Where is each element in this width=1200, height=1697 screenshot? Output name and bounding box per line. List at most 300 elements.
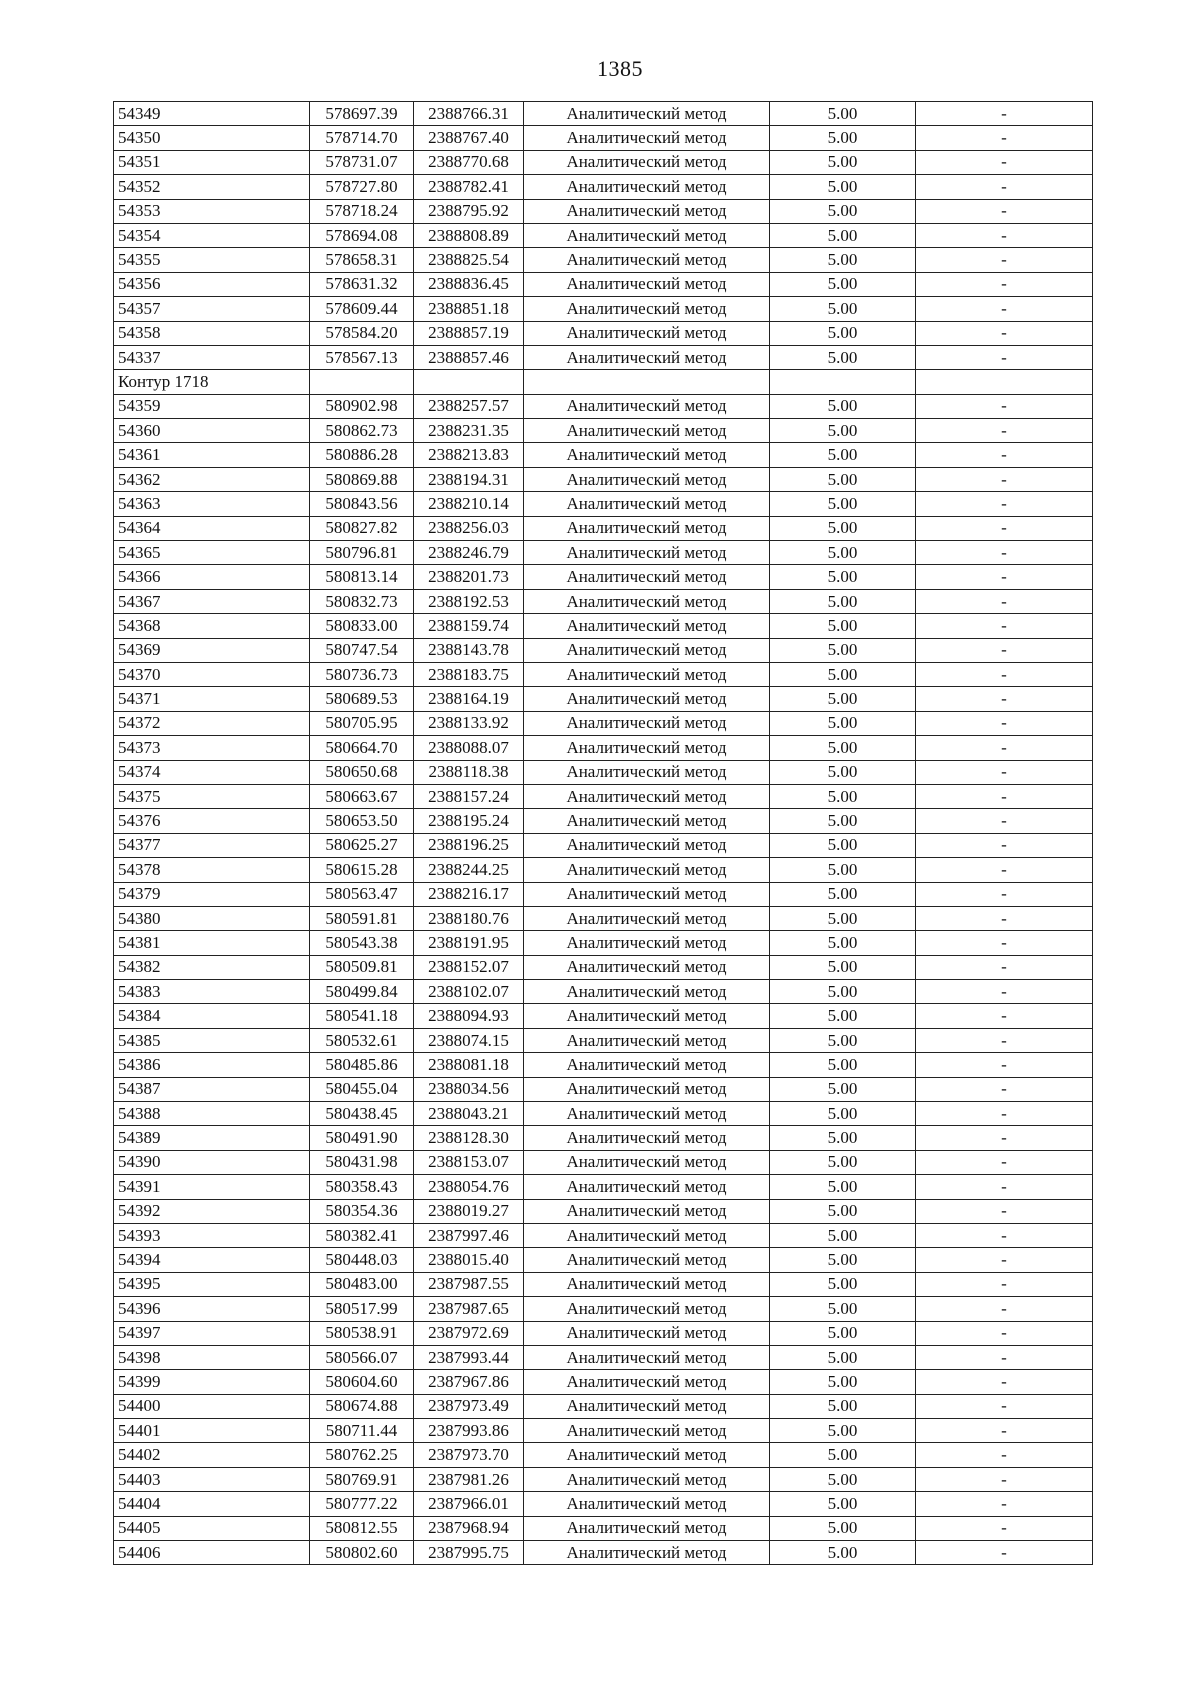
method-cell: Аналитический метод <box>524 1541 770 1565</box>
table-row <box>114 1053 1093 1077</box>
table-row <box>114 858 1093 882</box>
table-row <box>114 1321 1093 1345</box>
method-cell: Аналитический метод <box>524 102 770 126</box>
y-coordinate-cell: 2388857.19 <box>414 321 524 345</box>
y-coordinate-cell: 2388191.95 <box>414 931 524 955</box>
x-coordinate-cell: 580604.60 <box>310 1370 414 1394</box>
method-cell: Аналитический метод <box>524 272 770 296</box>
table-row <box>114 589 1093 613</box>
point-number-cell: 54387 <box>114 1077 310 1101</box>
point-number-cell: 54385 <box>114 1028 310 1052</box>
point-number-cell: 54396 <box>114 1297 310 1321</box>
table-row <box>114 150 1093 174</box>
x-coordinate-cell: 580499.84 <box>310 980 414 1004</box>
note-cell: - <box>916 199 1093 223</box>
x-coordinate-cell: 580833.00 <box>310 614 414 638</box>
note-cell: - <box>916 467 1093 491</box>
y-coordinate-cell: 2388795.92 <box>414 199 524 223</box>
y-coordinate-cell: 2387997.46 <box>414 1223 524 1247</box>
point-number-cell: 54366 <box>114 565 310 589</box>
table-row <box>114 1175 1093 1199</box>
method-cell: Аналитический метод <box>524 1053 770 1077</box>
table-row <box>114 614 1093 638</box>
note-cell: - <box>916 443 1093 467</box>
table-row <box>114 126 1093 150</box>
table-row <box>114 736 1093 760</box>
method-cell: Аналитический метод <box>524 297 770 321</box>
precision-cell: 5.00 <box>770 858 916 882</box>
point-number-cell: 54395 <box>114 1272 310 1296</box>
x-coordinate-cell: 580431.98 <box>310 1150 414 1174</box>
note-cell: - <box>916 150 1093 174</box>
table-row <box>114 443 1093 467</box>
x-coordinate-cell: 580541.18 <box>310 1004 414 1028</box>
x-coordinate-cell: 578658.31 <box>310 248 414 272</box>
precision-cell: 5.00 <box>770 1248 916 1272</box>
x-coordinate-cell: 580491.90 <box>310 1126 414 1150</box>
y-coordinate-cell: 2387968.94 <box>414 1516 524 1540</box>
method-cell: Аналитический метод <box>524 345 770 369</box>
precision-cell: 5.00 <box>770 1126 916 1150</box>
x-coordinate-cell: 580813.14 <box>310 565 414 589</box>
precision-cell: 5.00 <box>770 1199 916 1223</box>
precision-cell: 5.00 <box>770 443 916 467</box>
table-row <box>114 1077 1093 1101</box>
table-row <box>114 931 1093 955</box>
method-cell: Аналитический метод <box>524 906 770 930</box>
point-number-cell: 54400 <box>114 1394 310 1418</box>
table-row <box>114 345 1093 369</box>
point-number-cell: 54389 <box>114 1126 310 1150</box>
x-coordinate-cell: 580566.07 <box>310 1345 414 1369</box>
method-cell: Аналитический метод <box>524 1492 770 1516</box>
y-coordinate-cell: 2388836.45 <box>414 272 524 296</box>
point-number-cell: 54369 <box>114 638 310 662</box>
table-row <box>114 223 1093 247</box>
precision-cell: 5.00 <box>770 248 916 272</box>
empty-cell <box>414 370 524 394</box>
table-row <box>114 102 1093 126</box>
point-number-cell: 54378 <box>114 858 310 882</box>
note-cell: - <box>916 1028 1093 1052</box>
precision-cell: 5.00 <box>770 541 916 565</box>
table-row <box>114 1541 1093 1565</box>
precision-cell: 5.00 <box>770 150 916 174</box>
method-cell: Аналитический метод <box>524 492 770 516</box>
x-coordinate-cell: 580674.88 <box>310 1394 414 1418</box>
x-coordinate-cell: 580762.25 <box>310 1443 414 1467</box>
table-row <box>114 419 1093 443</box>
note-cell: - <box>916 1297 1093 1321</box>
note-cell: - <box>916 1053 1093 1077</box>
note-cell: - <box>916 809 1093 833</box>
table-row <box>114 1419 1093 1443</box>
point-number-cell: 54393 <box>114 1223 310 1247</box>
table-row <box>114 321 1093 345</box>
point-number-cell: 54406 <box>114 1541 310 1565</box>
point-number-cell: 54386 <box>114 1053 310 1077</box>
point-number-cell: 54362 <box>114 467 310 491</box>
x-coordinate-cell: 580843.56 <box>310 492 414 516</box>
x-coordinate-cell: 578731.07 <box>310 150 414 174</box>
contour-label: Контур 1718 <box>114 370 310 394</box>
point-number-cell: 54353 <box>114 199 310 223</box>
method-cell: Аналитический метод <box>524 1150 770 1174</box>
x-coordinate-cell: 580832.73 <box>310 589 414 613</box>
table-row <box>114 175 1093 199</box>
x-coordinate-cell: 580382.41 <box>310 1223 414 1247</box>
y-coordinate-cell: 2388201.73 <box>414 565 524 589</box>
point-number-cell: 54337 <box>114 345 310 369</box>
method-cell: Аналитический метод <box>524 1272 770 1296</box>
method-cell: Аналитический метод <box>524 614 770 638</box>
precision-cell: 5.00 <box>770 614 916 638</box>
y-coordinate-cell: 2388159.74 <box>414 614 524 638</box>
y-coordinate-cell: 2388825.54 <box>414 248 524 272</box>
note-cell: - <box>916 1492 1093 1516</box>
method-cell: Аналитический метод <box>524 1467 770 1491</box>
note-cell: - <box>916 784 1093 808</box>
x-coordinate-cell: 580664.70 <box>310 736 414 760</box>
method-cell: Аналитический метод <box>524 1370 770 1394</box>
table-row <box>114 1223 1093 1247</box>
method-cell: Аналитический метод <box>524 833 770 857</box>
table-row <box>114 711 1093 735</box>
method-cell: Аналитический метод <box>524 443 770 467</box>
note-cell: - <box>916 345 1093 369</box>
method-cell: Аналитический метод <box>524 1126 770 1150</box>
x-coordinate-cell: 580509.81 <box>310 955 414 979</box>
x-coordinate-cell: 580483.00 <box>310 1272 414 1296</box>
note-cell: - <box>916 1223 1093 1247</box>
method-cell: Аналитический метод <box>524 419 770 443</box>
table-row <box>114 809 1093 833</box>
precision-cell: 5.00 <box>770 760 916 784</box>
point-number-cell: 54356 <box>114 272 310 296</box>
x-coordinate-cell: 580796.81 <box>310 541 414 565</box>
table-row <box>114 199 1093 223</box>
table-row <box>114 784 1093 808</box>
table-row <box>114 1345 1093 1369</box>
table-row <box>114 1516 1093 1540</box>
precision-cell: 5.00 <box>770 321 916 345</box>
note-cell: - <box>916 1199 1093 1223</box>
note-cell: - <box>916 1467 1093 1491</box>
method-cell: Аналитический метод <box>524 1223 770 1247</box>
point-number-cell: 54384 <box>114 1004 310 1028</box>
table-row <box>114 394 1093 418</box>
y-coordinate-cell: 2388194.31 <box>414 467 524 491</box>
method-cell: Аналитический метод <box>524 638 770 662</box>
y-coordinate-cell: 2388019.27 <box>414 1199 524 1223</box>
precision-cell: 5.00 <box>770 906 916 930</box>
precision-cell: 5.00 <box>770 1443 916 1467</box>
note-cell: - <box>916 1345 1093 1369</box>
table-row <box>114 955 1093 979</box>
x-coordinate-cell: 578727.80 <box>310 175 414 199</box>
point-number-cell: 54370 <box>114 662 310 686</box>
point-number-cell: 54397 <box>114 1321 310 1345</box>
table-row <box>114 833 1093 857</box>
precision-cell: 5.00 <box>770 126 916 150</box>
y-coordinate-cell: 2387995.75 <box>414 1541 524 1565</box>
empty-cell <box>310 370 414 394</box>
y-coordinate-cell: 2387981.26 <box>414 1467 524 1491</box>
note-cell: - <box>916 711 1093 735</box>
method-cell: Аналитический метод <box>524 1516 770 1540</box>
method-cell: Аналитический метод <box>524 565 770 589</box>
method-cell: Аналитический метод <box>524 736 770 760</box>
y-coordinate-cell: 2388857.46 <box>414 345 524 369</box>
method-cell: Аналитический метод <box>524 394 770 418</box>
table-row <box>114 906 1093 930</box>
note-cell: - <box>916 858 1093 882</box>
point-number-cell: 54403 <box>114 1467 310 1491</box>
point-number-cell: 54377 <box>114 833 310 857</box>
y-coordinate-cell: 2388231.35 <box>414 419 524 443</box>
note-cell: - <box>916 541 1093 565</box>
precision-cell: 5.00 <box>770 1467 916 1491</box>
note-cell: - <box>916 955 1093 979</box>
point-number-cell: 54371 <box>114 687 310 711</box>
table-row <box>114 1126 1093 1150</box>
note-cell: - <box>916 1150 1093 1174</box>
point-number-cell: 54375 <box>114 784 310 808</box>
table-row <box>114 760 1093 784</box>
point-number-cell: 54357 <box>114 297 310 321</box>
table-row <box>114 1004 1093 1028</box>
empty-cell <box>916 370 1093 394</box>
y-coordinate-cell: 2388157.24 <box>414 784 524 808</box>
precision-cell: 5.00 <box>770 638 916 662</box>
x-coordinate-cell: 580485.86 <box>310 1053 414 1077</box>
point-number-cell: 54350 <box>114 126 310 150</box>
point-number-cell: 54372 <box>114 711 310 735</box>
precision-cell: 5.00 <box>770 1004 916 1028</box>
precision-cell: 5.00 <box>770 1077 916 1101</box>
note-cell: - <box>916 662 1093 686</box>
point-number-cell: 54359 <box>114 394 310 418</box>
x-coordinate-cell: 580886.28 <box>310 443 414 467</box>
x-coordinate-cell: 580354.36 <box>310 1199 414 1223</box>
y-coordinate-cell: 2388074.15 <box>414 1028 524 1052</box>
method-cell: Аналитический метод <box>524 1321 770 1345</box>
x-coordinate-cell: 578584.20 <box>310 321 414 345</box>
note-cell: - <box>916 882 1093 906</box>
precision-cell: 5.00 <box>770 394 916 418</box>
method-cell: Аналитический метод <box>524 1199 770 1223</box>
x-coordinate-cell: 580358.43 <box>310 1175 414 1199</box>
point-number-cell: 54363 <box>114 492 310 516</box>
y-coordinate-cell: 2387966.01 <box>414 1492 524 1516</box>
method-cell: Аналитический метод <box>524 687 770 711</box>
point-number-cell: 54368 <box>114 614 310 638</box>
precision-cell: 5.00 <box>770 784 916 808</box>
precision-cell: 5.00 <box>770 102 916 126</box>
table-row <box>114 297 1093 321</box>
coordinates-table-body <box>114 102 1093 1565</box>
y-coordinate-cell: 2388192.53 <box>414 589 524 613</box>
x-coordinate-cell: 578631.32 <box>310 272 414 296</box>
note-cell: - <box>916 760 1093 784</box>
method-cell: Аналитический метод <box>524 516 770 540</box>
table-row <box>114 516 1093 540</box>
precision-cell: 5.00 <box>770 711 916 735</box>
method-cell: Аналитический метод <box>524 809 770 833</box>
note-cell: - <box>916 321 1093 345</box>
x-coordinate-cell: 578714.70 <box>310 126 414 150</box>
y-coordinate-cell: 2388118.38 <box>414 760 524 784</box>
method-cell: Аналитический метод <box>524 1175 770 1199</box>
table-row <box>114 1370 1093 1394</box>
precision-cell: 5.00 <box>770 931 916 955</box>
precision-cell: 5.00 <box>770 175 916 199</box>
method-cell: Аналитический метод <box>524 1248 770 1272</box>
note-cell: - <box>916 687 1093 711</box>
point-number-cell: 54349 <box>114 102 310 126</box>
table-row <box>114 1394 1093 1418</box>
point-number-cell: 54399 <box>114 1370 310 1394</box>
table-row <box>114 1467 1093 1491</box>
y-coordinate-cell: 2388164.19 <box>414 687 524 711</box>
point-number-cell: 54405 <box>114 1516 310 1540</box>
x-coordinate-cell: 580455.04 <box>310 1077 414 1101</box>
method-cell: Аналитический метод <box>524 1028 770 1052</box>
method-cell: Аналитический метод <box>524 199 770 223</box>
note-cell: - <box>916 419 1093 443</box>
point-number-cell: 54365 <box>114 541 310 565</box>
y-coordinate-cell: 2388770.68 <box>414 150 524 174</box>
note-cell: - <box>916 1175 1093 1199</box>
empty-cell <box>524 370 770 394</box>
y-coordinate-cell: 2388081.18 <box>414 1053 524 1077</box>
method-cell: Аналитический метод <box>524 955 770 979</box>
point-number-cell: 54392 <box>114 1199 310 1223</box>
method-cell: Аналитический метод <box>524 931 770 955</box>
table-row <box>114 1150 1093 1174</box>
precision-cell: 5.00 <box>770 1028 916 1052</box>
table-row <box>114 882 1093 906</box>
page-number: 1385 <box>597 56 643 81</box>
method-cell: Аналитический метод <box>524 223 770 247</box>
precision-cell: 5.00 <box>770 272 916 296</box>
method-cell: Аналитический метод <box>524 321 770 345</box>
y-coordinate-cell: 2388133.92 <box>414 711 524 735</box>
table-row <box>114 1199 1093 1223</box>
y-coordinate-cell: 2388851.18 <box>414 297 524 321</box>
precision-cell: 5.00 <box>770 1492 916 1516</box>
precision-cell: 5.00 <box>770 565 916 589</box>
x-coordinate-cell: 578694.08 <box>310 223 414 247</box>
note-cell: - <box>916 248 1093 272</box>
note-cell: - <box>916 833 1093 857</box>
note-cell: - <box>916 223 1093 247</box>
x-coordinate-cell: 580769.91 <box>310 1467 414 1491</box>
y-coordinate-cell: 2388257.57 <box>414 394 524 418</box>
table-row <box>114 638 1093 662</box>
method-cell: Аналитический метод <box>524 1345 770 1369</box>
precision-cell: 5.00 <box>770 297 916 321</box>
x-coordinate-cell: 580705.95 <box>310 711 414 735</box>
point-number-cell: 54374 <box>114 760 310 784</box>
point-number-cell: 54376 <box>114 809 310 833</box>
note-cell: - <box>916 589 1093 613</box>
method-cell: Аналитический метод <box>524 1102 770 1126</box>
precision-cell: 5.00 <box>770 1541 916 1565</box>
y-coordinate-cell: 2388766.31 <box>414 102 524 126</box>
precision-cell: 5.00 <box>770 1053 916 1077</box>
point-number-cell: 54394 <box>114 1248 310 1272</box>
point-number-cell: 54383 <box>114 980 310 1004</box>
method-cell: Аналитический метод <box>524 467 770 491</box>
precision-cell: 5.00 <box>770 1272 916 1296</box>
note-cell: - <box>916 980 1093 1004</box>
precision-cell: 5.00 <box>770 662 916 686</box>
method-cell: Аналитический метод <box>524 1419 770 1443</box>
method-cell: Аналитический метод <box>524 980 770 1004</box>
precision-cell: 5.00 <box>770 419 916 443</box>
table-row <box>114 980 1093 1004</box>
note-cell: - <box>916 1443 1093 1467</box>
note-cell: - <box>916 516 1093 540</box>
method-cell: Аналитический метод <box>524 541 770 565</box>
point-number-cell: 54401 <box>114 1419 310 1443</box>
note-cell: - <box>916 931 1093 955</box>
x-coordinate-cell: 580517.99 <box>310 1297 414 1321</box>
precision-cell: 5.00 <box>770 1297 916 1321</box>
y-coordinate-cell: 2388782.41 <box>414 175 524 199</box>
precision-cell: 5.00 <box>770 516 916 540</box>
y-coordinate-cell: 2388808.89 <box>414 223 524 247</box>
note-cell: - <box>916 272 1093 296</box>
note-cell: - <box>916 102 1093 126</box>
precision-cell: 5.00 <box>770 223 916 247</box>
x-coordinate-cell: 580689.53 <box>310 687 414 711</box>
method-cell: Аналитический метод <box>524 858 770 882</box>
point-number-cell: 54358 <box>114 321 310 345</box>
precision-cell: 5.00 <box>770 589 916 613</box>
y-coordinate-cell: 2388102.07 <box>414 980 524 1004</box>
point-number-cell: 54379 <box>114 882 310 906</box>
method-cell: Аналитический метод <box>524 175 770 199</box>
x-coordinate-cell: 580902.98 <box>310 394 414 418</box>
note-cell: - <box>916 736 1093 760</box>
y-coordinate-cell: 2388767.40 <box>414 126 524 150</box>
x-coordinate-cell: 578567.13 <box>310 345 414 369</box>
x-coordinate-cell: 580625.27 <box>310 833 414 857</box>
note-cell: - <box>916 1370 1093 1394</box>
precision-cell: 5.00 <box>770 1394 916 1418</box>
y-coordinate-cell: 2388143.78 <box>414 638 524 662</box>
note-cell: - <box>916 1419 1093 1443</box>
table-row <box>114 1492 1093 1516</box>
y-coordinate-cell: 2388152.07 <box>414 955 524 979</box>
y-coordinate-cell: 2387973.70 <box>414 1443 524 1467</box>
point-number-cell: 54373 <box>114 736 310 760</box>
y-coordinate-cell: 2388034.56 <box>414 1077 524 1101</box>
note-cell: - <box>916 1126 1093 1150</box>
x-coordinate-cell: 580812.55 <box>310 1516 414 1540</box>
note-cell: - <box>916 1077 1093 1101</box>
precision-cell: 5.00 <box>770 736 916 760</box>
y-coordinate-cell: 2388213.83 <box>414 443 524 467</box>
table-row <box>114 1102 1093 1126</box>
x-coordinate-cell: 580711.44 <box>310 1419 414 1443</box>
method-cell: Аналитический метод <box>524 1443 770 1467</box>
x-coordinate-cell: 580653.50 <box>310 809 414 833</box>
point-number-cell: 54367 <box>114 589 310 613</box>
method-cell: Аналитический метод <box>524 1394 770 1418</box>
